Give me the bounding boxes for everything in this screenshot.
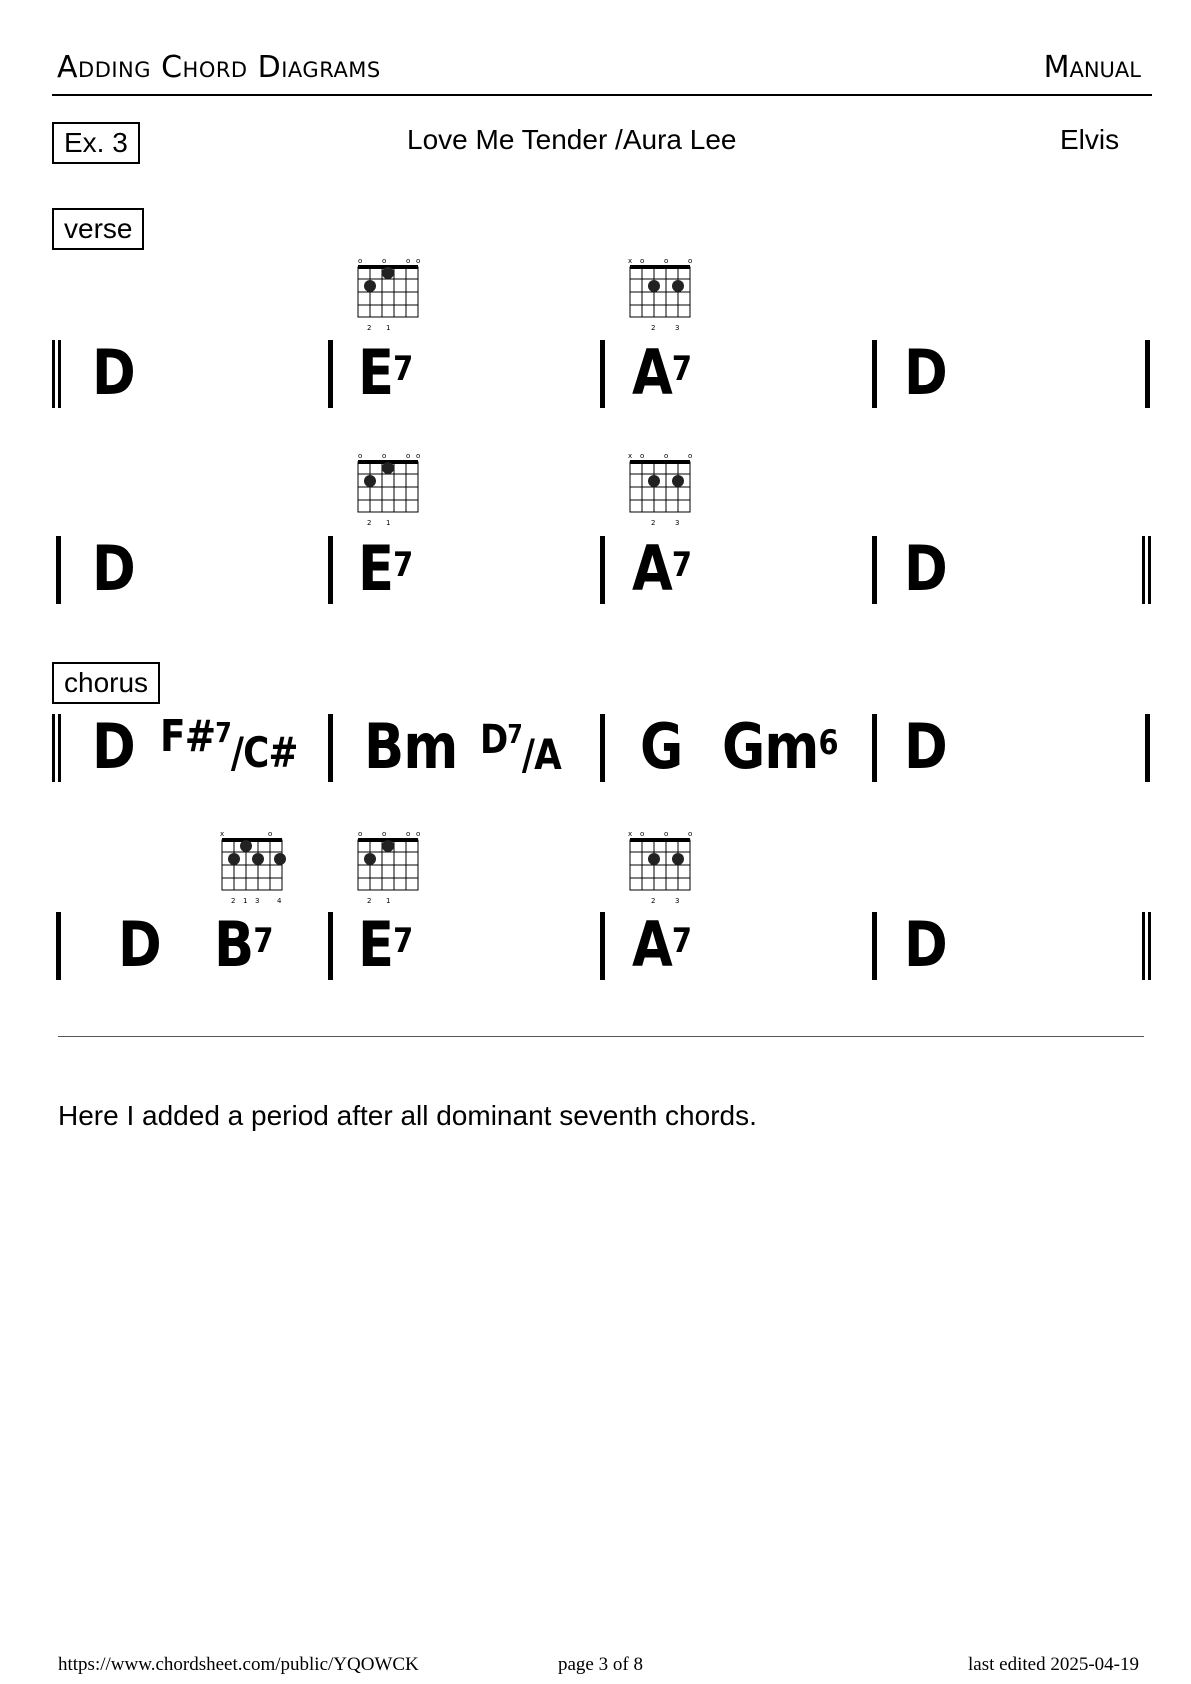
barline [872,340,877,408]
chord-d: D [904,710,947,783]
svg-text:o: o [406,830,411,838]
barline [328,714,333,782]
e7-chord-diagram [350,450,430,530]
e7-chord-diagram [350,255,430,335]
barline [1145,714,1150,782]
a7-chord-diagram [622,255,702,335]
barline [56,536,61,604]
svg-text:o: o [640,257,645,265]
svg-text:2: 2 [651,519,656,527]
barline [328,912,333,980]
chord-e7: $E^7$ [358,532,413,605]
svg-text:2: 2 [651,897,656,905]
verse-label: verse [52,208,144,250]
section-divider [58,1036,1144,1037]
song-artist: Elvis [1060,124,1120,155]
chord-b7: $B^7$ [214,908,273,981]
footer-last-edited: last edited 2025-04-19 [968,1654,1139,1675]
svg-text:o: o [358,257,363,265]
barline [328,536,333,604]
end-double-barline [1142,912,1152,980]
svg-text:1: 1 [243,897,248,905]
chord-d: D [904,336,947,409]
chord-bm: Bm [364,710,458,783]
svg-text:o: o [416,830,421,838]
chord-gm6: Gm$^6$ [722,710,838,783]
svg-text:o: o [268,830,273,838]
chord-a7: $A^7$ [632,336,692,409]
svg-text:2: 2 [651,324,656,332]
header-title: Adding Chord Diagrams [57,50,381,85]
chord-d: D [92,710,135,783]
chord-e7: $E^7$ [358,336,413,409]
barline [328,340,333,408]
svg-text:2: 2 [367,519,372,527]
barline [872,714,877,782]
barline [600,912,605,980]
chord-d7-over-a: $D^7/A$ [480,717,561,779]
svg-text:o: o [358,830,363,838]
explanatory-note: Here I added a period after all dominant seventh chords. [58,1100,757,1131]
example-label: Ex. 3 [52,122,140,164]
svg-text:1: 1 [386,324,391,332]
svg-text:x: x [628,452,633,460]
song-title: Love Me Tender /Aura Lee [407,124,737,155]
footer-url[interactable]: https://www.chordsheet.com/public/YQOWCK [58,1654,419,1675]
chord-e7: $E^7$ [358,908,413,981]
repeat-start-barline [52,714,62,782]
svg-text:2: 2 [231,897,236,905]
barline [872,912,877,980]
header-rule [52,94,1152,96]
svg-text:1: 1 [386,519,391,527]
svg-text:o: o [416,257,421,265]
chorus-label: chorus [52,662,160,704]
svg-text:o: o [382,830,387,838]
svg-text:x: x [220,830,225,838]
svg-text:o: o [664,257,669,265]
svg-text:3: 3 [255,897,260,905]
b7-chord-diagram [214,828,294,908]
end-double-barline [1142,536,1152,604]
svg-text:o: o [382,452,387,460]
svg-text:o: o [664,830,669,838]
repeat-start-barline [52,340,62,408]
chord-d: D [904,908,947,981]
barline [600,536,605,604]
svg-text:3: 3 [675,897,680,905]
svg-text:o: o [640,830,645,838]
chord-d: D [92,532,135,605]
svg-text:o: o [688,830,693,838]
footer-page-number: page 3 of 8 [558,1654,643,1675]
svg-text:o: o [664,452,669,460]
svg-text:o: o [406,257,411,265]
svg-text:o: o [688,452,693,460]
barline [56,912,61,980]
svg-text:o: o [382,257,387,265]
header-section: Manual [1043,50,1141,85]
chord-a7: $A^7$ [632,908,692,981]
e7-chord-diagram [350,828,430,908]
svg-text:3: 3 [675,324,680,332]
chord-g: G [640,710,683,783]
a7-chord-diagram [622,828,702,908]
barline [600,340,605,408]
svg-text:o: o [688,257,693,265]
barline [872,536,877,604]
a7-chord-diagram [622,450,702,530]
svg-text:x: x [628,830,633,838]
svg-text:3: 3 [675,519,680,527]
svg-text:2: 2 [367,324,372,332]
barline [1145,340,1150,408]
barline [600,714,605,782]
svg-text:2: 2 [367,897,372,905]
chord-d: D [92,336,135,409]
svg-text:o: o [416,452,421,460]
svg-text:o: o [640,452,645,460]
chord-d: D [118,908,161,981]
svg-text:o: o [406,452,411,460]
svg-text:o: o [358,452,363,460]
chord-d: D [904,532,947,605]
chord-a7: $A^7$ [632,532,692,605]
svg-text:1: 1 [386,897,391,905]
svg-text:4: 4 [277,897,282,905]
svg-text:x: x [628,257,633,265]
chord-f-sharp-7-over-c-sharp: F#$^7$/C# [160,711,298,777]
